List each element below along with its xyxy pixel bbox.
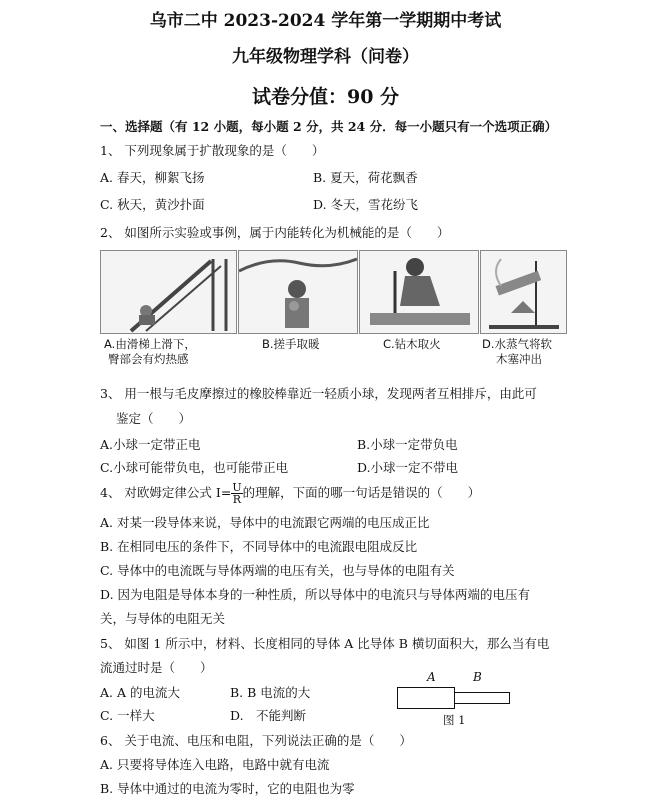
q6-stem: 6、 关于电流、电压和电阻，下列说法正确的是（ ） [100,733,412,748]
figure-1-caption: 图 1 [443,713,466,727]
q3-option-d: D.小球一定不带电 [357,460,459,475]
q1-option-d: D. 冬天，雪花纷飞 [313,197,419,212]
q4-option-c: C. 导体中的电流既与导体两端的电压有关，也与导体的电阻有关 [100,563,455,578]
q2-caption-a2: 臀部会有灼热感 [108,352,189,366]
conductor-b-label: B [473,670,482,684]
q1-option-c: C. 秋天，黄沙扑面 [100,197,205,212]
q5-stem-cont: 流通过时是（ ） [100,660,213,675]
q4-stem-pre: 4、 对欧姆定律公式 I= [100,485,232,500]
conductor-a-label: A [427,670,436,684]
q5-option-c: C. 一样大 [100,708,155,723]
figure-1-conductors [395,670,515,730]
exam-title: 乌市二中 2023-2024 学年第一学期期中考试 [149,11,502,31]
exam-score: 试卷分值：90 分 [251,86,400,108]
q2-image-steam-cork [480,250,567,334]
conductor-b [454,692,510,704]
q2-caption-d1: D.水蒸气将软 [482,337,553,351]
q5-option-b: B. B 电流的大 [230,685,311,700]
q4-option-a: A. 对某一段导体来说，导体中的电流跟它两端的电压成正比 [100,515,430,530]
q6-option-b: B. 导体中通过的电流为零时，它的电阻也为零 [100,781,355,796]
q1-stem: 1、 下列现象属于扩散现象的是（ ） [100,143,325,158]
q1-option-b: B. 夏天，荷花飘香 [313,170,418,185]
q4-option-d: D. 因为电阻是导体本身的一种性质，所以导体中的电流只与导体两端的电压有 [100,587,531,602]
formula-numerator: U [232,481,242,494]
formula-denominator: R [232,493,242,506]
q3-option-a: A.小球一定带正电 [100,437,201,452]
q2-image-rub-hands [238,250,358,334]
q5-option-d: D. 不能判断 [230,708,307,723]
q2-caption-c: C.钻木取火 [383,337,441,351]
q4-stem [100,482,480,505]
q2-caption-a1: A.由滑梯上滑下， [104,337,196,351]
q6-option-a: A. 只要将导体连入电路，电路中就有电流 [100,757,330,772]
conductor-a [397,687,455,709]
q3-stem: 3、 用一根与毛皮摩擦过的橡胶棒靠近一轻质小球，发现两者互相排斥，由此可 [100,386,537,401]
q2-stem: 2、 如图所示实验或事例，属于内能转化为机械能的是（ ） [100,225,450,240]
q5-stem: 5、 如图 1 所示中，材料、长度相同的导体 A 比导体 B 横切面积大，那么当有电 [100,636,550,651]
section-heading: 一、选择题（有 12 小题，每小题 2 分，共 24 分．每一小题只有一个选项正确） [100,119,558,134]
q4-option-b: B. 在相同电压的条件下，不同导体中的电流跟电阻成反比 [100,539,418,554]
q2-image-slide [100,250,237,334]
ohm-formula-fraction [231,482,242,505]
q3-stem-cont: 鉴定（ ） [116,411,192,426]
q4-stem-post: 的理解，下面的哪一句话是错误的（ ） [242,485,481,500]
q4-option-d-cont: 关，与导体的电阻无关 [100,611,226,626]
q2-caption-d2: 木塞冲出 [496,352,542,366]
q2-image-drill-wood [359,250,479,334]
q3-option-c: C.小球可能带负电，也可能带正电 [100,460,289,475]
q2-caption-b: B.搓手取暖 [262,337,320,351]
exam-subtitle: 九年级物理学科（问卷） [232,47,419,67]
q5-option-a: A. A 的电流大 [100,685,180,700]
q1-option-a: A. 春天，柳絮飞扬 [100,170,205,185]
q3-option-b: B.小球一定带负电 [357,437,458,452]
